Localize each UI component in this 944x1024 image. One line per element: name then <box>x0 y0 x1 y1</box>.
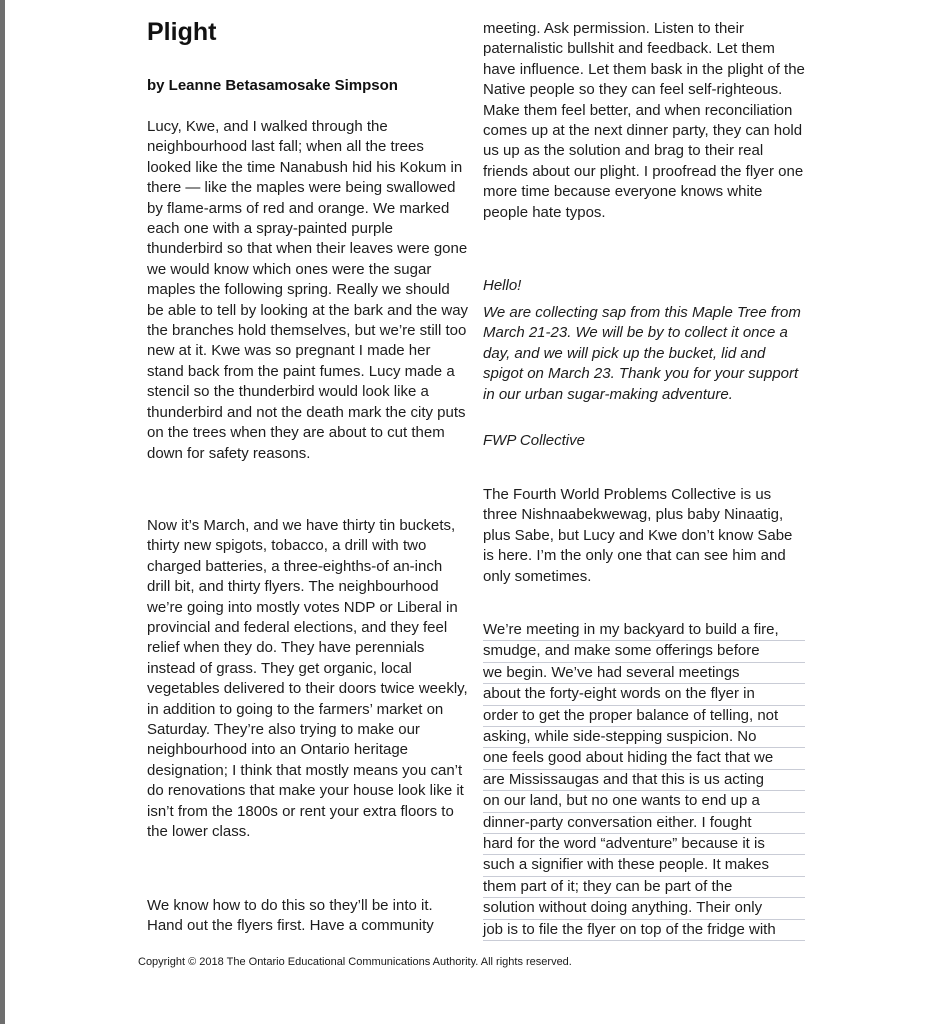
flyer-body: We are collecting sap from this Maple Tree from March 21-23. We will be by to collect it once a day, and we will pick up the bucket, lid and spigot on March 23. Thank you for your support in our urban sugar-making adventure. <box>483 304 801 403</box>
paragraph-6 <box>483 620 805 941</box>
copyright-notice: Copyright © 2018 The Ontario Educational Communications Authority. All rights reserved. <box>138 956 572 968</box>
paragraph-4: meeting. Ask permission. Listen to their paternalistic bullshit and feedback. Let them have influence. Let them bask in the plight of the Native people so they can feel self-righteous. Make them feel better, and when reconciliation comes up at the next dinner party, they can hold us up as the solution and brag to their real friends about our plight. I proofread the flyer one more time because everyone knows white people hate typos. <box>483 20 805 221</box>
text-line: We’re meeting in my backyard to build a fire, <box>483 620 805 641</box>
paragraph-1: Lucy, Kwe, and I walked through the neighbourhood last fall; when all the trees looked like the time Nanabush hid his Kokum in there — like the maples were being swallowed by flame-arms of red and orange. We marked each one with a spray-painted purple thunderbird so that when their leaves were gone we would know which ones were the sugar maples the following spring. Really we should be able to tell by looking at the bark and the way the branches hold themselves, but we’re still too new at it. Kwe was so pregnant I made her stand back from the paint fumes. Lucy made a stencil so the thunderbird would look like a thunderbird and not the death mark the city puts on the trees when they are about to cut them down for safety reasons. <box>147 118 469 462</box>
text-line: job is to file the flyer on top of the fridge with <box>483 920 805 941</box>
flyer-signature: FWP Collective <box>483 432 585 449</box>
page-title: Plight <box>147 18 217 46</box>
paragraph-5: The Fourth World Problems Collective is us three Nishnaabekwewag, plus baby Ninaatig, plus Sabe, but Lucy and Kwe don’t know Sabe is here. I’m the only one that can see him and only sometimes. <box>483 486 793 585</box>
text-line: smudge, and make some offerings before <box>483 641 805 662</box>
text-line: are Mississaugas and that this is us acting <box>483 770 805 791</box>
text-line: them part of it; they can be part of the <box>483 877 805 898</box>
text-line: asking, while side-stepping suspicion. No <box>483 727 805 748</box>
text-line: dinner-party conversation either. I fought <box>483 813 805 834</box>
paragraph-3: We know how to do this so they’ll be into it. Hand out the flyers first. Have a community <box>147 897 434 935</box>
page-edge <box>0 0 5 1024</box>
text-line: about the forty-eight words on the flyer in <box>483 684 805 705</box>
text-line: such a signifier with these people. It makes <box>483 855 805 876</box>
byline: by Leanne Betasamosake Simpson <box>147 77 398 94</box>
flyer-greeting: Hello! <box>483 277 522 294</box>
text-line: solution without doing anything. Their only <box>483 898 805 919</box>
text-line: one feels good about hiding the fact that we <box>483 748 805 769</box>
paragraph-2: Now it’s March, and we have thirty tin buckets, thirty new spigots, tobacco, a drill with two charged batteries, a three-eighths-of an-inch drill bit, and thirty flyers. The neighbourhood we’re going into mostly votes NDP or Liberal in provincial and federal elections, and they feel relief when they do. They have perennials instead of grass. They get organic, local vegetables delivered to their doors twice weekly, in addition to going to the farmers’ market on Saturday. They’re also trying to make our neighbourhood into an Ontario heritage designation; I think that mostly means you can’t do renovations that make your house look like it isn’t from the 1800s or rent your extra floors to the lower class. <box>147 517 468 841</box>
text-line: on our land, but no one wants to end up a <box>483 791 805 812</box>
text-line: we begin. We’ve had several meetings <box>483 663 805 684</box>
text-line: hard for the word “adventure” because it is <box>483 834 805 855</box>
text-line: order to get the proper balance of telling, not <box>483 706 805 727</box>
